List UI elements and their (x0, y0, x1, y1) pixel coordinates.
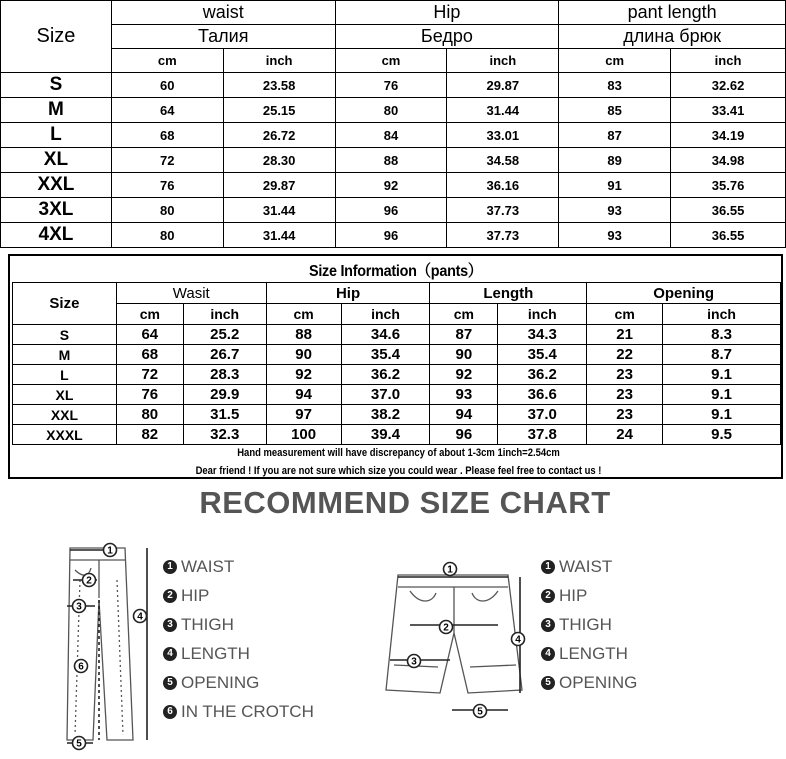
value-cell: 68 (111, 123, 223, 148)
value-cell: 25.15 (223, 98, 335, 123)
marker-number: 1 (107, 545, 113, 557)
value-cell: 33.01 (447, 123, 559, 148)
value-cell: 96 (335, 198, 447, 223)
marker-number: 5 (477, 706, 483, 718)
legend-item (541, 668, 637, 697)
value-cell: 29.87 (223, 173, 335, 198)
value-cell: 36.6 (498, 385, 587, 405)
pants-outline (67, 545, 133, 740)
value-cell: 87 (559, 123, 671, 148)
value-cell: 23 (587, 405, 663, 425)
value-cell: 9.1 (663, 365, 781, 385)
value-cell: 36.2 (498, 365, 587, 385)
legend-item (541, 552, 637, 581)
value-cell: 36.55 (671, 223, 786, 248)
number-badge-icon: 5 (163, 676, 177, 690)
table-row (1, 173, 786, 198)
size-cell: XL (13, 385, 117, 405)
value-cell: 28.30 (223, 148, 335, 173)
value-cell: 85 (559, 98, 671, 123)
value-cell: 88 (335, 148, 447, 173)
unit-header: inch (663, 304, 781, 325)
marker-number: 5 (76, 738, 82, 750)
notes-cell (13, 445, 781, 484)
value-cell: 72 (111, 148, 223, 173)
value-cell: 93 (559, 198, 671, 223)
size-cell: S (13, 325, 117, 345)
legend-item (163, 697, 314, 726)
value-cell: 37.0 (341, 385, 430, 405)
value-cell: 26.72 (223, 123, 335, 148)
table-row (13, 425, 781, 445)
value-cell: 34.3 (498, 325, 587, 345)
legend-label: WAIST (559, 556, 613, 576)
value-cell: 36.2 (341, 365, 430, 385)
size-cell: M (13, 345, 117, 365)
recommend-size-chart-title: RECOMMEND SIZE CHART (199, 485, 611, 520)
hip-header-ru: Бедро (335, 25, 559, 49)
number-badge-icon: 5 (541, 676, 555, 690)
value-cell: 36.16 (447, 173, 559, 198)
shorts-legend (541, 552, 637, 697)
legend-label: OPENING (181, 672, 260, 692)
value-cell: 80 (335, 98, 447, 123)
value-cell: 34.6 (341, 325, 430, 345)
table-row (13, 345, 781, 365)
size-cell: L (13, 365, 117, 385)
value-cell: 92 (335, 173, 447, 198)
size-cell: S (1, 73, 112, 98)
value-cell: 9.1 (663, 405, 781, 425)
value-cell: 36.55 (671, 198, 786, 223)
value-cell: 84 (335, 123, 447, 148)
value-cell: 80 (116, 405, 183, 425)
unit-header: cm (559, 49, 671, 73)
size-cell: XXL (13, 405, 117, 425)
unit-header: inch (183, 304, 266, 325)
value-cell: 31.44 (223, 223, 335, 248)
table-row (13, 365, 781, 385)
value-cell: 80 (111, 198, 223, 223)
value-cell: 37.73 (447, 223, 559, 248)
size-table-russian (0, 0, 786, 248)
number-badge-icon: 3 (163, 618, 177, 632)
number-badge-icon: 1 (163, 560, 177, 574)
number-badge-icon: 4 (163, 647, 177, 661)
value-cell: 76 (116, 385, 183, 405)
measurement-note: Hand measurement will have discrepancy of about 1-3cm 1inch=2.54cm (236, 447, 560, 459)
value-cell: 34.98 (671, 148, 786, 173)
legend-label: THIGH (181, 614, 234, 634)
value-cell: 8.3 (663, 325, 781, 345)
table-row (13, 325, 781, 345)
size-cell: XXXL (13, 425, 117, 445)
value-cell: 23 (587, 385, 663, 405)
value-cell: 83 (559, 73, 671, 98)
value-cell: 82 (116, 425, 183, 445)
value-cell: 32.3 (183, 425, 266, 445)
value-cell: 37.0 (498, 405, 587, 425)
value-cell: 88 (266, 325, 341, 345)
legend-item (541, 581, 637, 610)
marker-number: 3 (76, 601, 82, 613)
pants-legend (163, 552, 314, 726)
value-cell: 26.7 (183, 345, 266, 365)
unit-header: cm (335, 49, 447, 73)
unit-header: cm (111, 49, 223, 73)
number-badge-icon: 2 (163, 589, 177, 603)
value-cell: 90 (266, 345, 341, 365)
value-cell: 87 (430, 325, 498, 345)
value-cell: 60 (111, 73, 223, 98)
size-cell: L (1, 123, 112, 148)
size-information-panel (8, 254, 783, 479)
table-row (1, 73, 786, 98)
unit-header: inch (447, 49, 559, 73)
value-cell: 35.76 (671, 173, 786, 198)
table-row (1, 198, 786, 223)
value-cell: 29.87 (447, 73, 559, 98)
contact-note: Dear friend ! If you are not sure which size you could wear . Please feel free to contact us ! (195, 465, 601, 477)
pant-length-header-ru: длина брюк (559, 25, 786, 49)
value-cell: 8.7 (663, 345, 781, 365)
value-cell: 92 (430, 365, 498, 385)
waist-header: waist (111, 1, 335, 25)
pant-length-header: pant length (559, 1, 786, 25)
value-cell: 89 (559, 148, 671, 173)
value-cell: 23 (587, 365, 663, 385)
size-cell: XL (1, 148, 112, 173)
unit-header: cm (116, 304, 183, 325)
size-header: Size (1, 1, 112, 73)
value-cell: 80 (111, 223, 223, 248)
number-badge-icon: 6 (163, 705, 177, 719)
value-cell: 31.5 (183, 405, 266, 425)
value-cell: 72 (116, 365, 183, 385)
value-cell: 29.9 (183, 385, 266, 405)
marker-number: 4 (137, 611, 143, 623)
value-cell: 35.4 (341, 345, 430, 365)
value-cell: 93 (559, 223, 671, 248)
hip-header: Hip (335, 1, 559, 25)
legend-label: WAIST (181, 556, 235, 576)
value-cell: 90 (430, 345, 498, 365)
unit-header: cm (587, 304, 663, 325)
legend-label: THIGH (559, 614, 612, 634)
value-cell: 68 (116, 345, 183, 365)
legend-label: LENGTH (559, 643, 628, 663)
value-cell: 64 (111, 98, 223, 123)
unit-header: inch (671, 49, 786, 73)
marker-number: 2 (443, 622, 449, 634)
shorts-diagram (380, 555, 540, 725)
value-cell: 93 (430, 385, 498, 405)
size-information-title: Size Information（pants） (308, 263, 482, 280)
legend-label: IN THE CROTCH (181, 701, 314, 721)
value-cell: 100 (266, 425, 341, 445)
value-cell: 39.4 (341, 425, 430, 445)
value-cell: 9.5 (663, 425, 781, 445)
value-cell: 76 (111, 173, 223, 198)
legend-label: HIP (559, 585, 588, 605)
unit-header: inch (498, 304, 587, 325)
value-cell: 33.41 (671, 98, 786, 123)
value-cell: 32.62 (671, 73, 786, 98)
marker-number: 6 (78, 661, 84, 673)
table-row (1, 223, 786, 248)
unit-header: cm (266, 304, 341, 325)
unit-header: inch (223, 49, 335, 73)
size-cell: 4XL (1, 223, 112, 248)
legend-label: OPENING (559, 672, 638, 692)
legend-label: HIP (181, 585, 210, 605)
value-cell: 25.2 (183, 325, 266, 345)
table-row (1, 148, 786, 173)
number-badge-icon: 3 (541, 618, 555, 632)
value-cell: 9.1 (663, 385, 781, 405)
number-badge-icon: 2 (541, 589, 555, 603)
marker-number: 2 (86, 575, 92, 587)
value-cell: 31.44 (447, 98, 559, 123)
table-row (13, 385, 781, 405)
value-cell: 64 (116, 325, 183, 345)
legend-item (541, 639, 637, 668)
table-row (13, 405, 781, 425)
table-row (1, 123, 786, 148)
marker-number: 4 (515, 634, 521, 646)
legend-item (163, 610, 314, 639)
pants-diagram (55, 540, 165, 755)
opening-header: Opening (587, 283, 781, 304)
value-cell: 28.3 (183, 365, 266, 385)
size-cell: 3XL (1, 198, 112, 223)
legend-item (541, 610, 637, 639)
table-row (1, 98, 786, 123)
value-cell: 35.4 (498, 345, 587, 365)
wasit-header: Wasit (116, 283, 266, 304)
marker-number: 1 (447, 564, 453, 576)
length-header: Length (430, 283, 587, 304)
unit-header: cm (430, 304, 498, 325)
value-cell: 24 (587, 425, 663, 445)
number-badge-icon: 4 (541, 647, 555, 661)
size-cell: M (1, 98, 112, 123)
value-cell: 34.19 (671, 123, 786, 148)
legend-item (163, 581, 314, 610)
legend-item (163, 552, 314, 581)
legend-item (163, 668, 314, 697)
value-cell: 34.58 (447, 148, 559, 173)
unit-header: inch (341, 304, 430, 325)
value-cell: 21 (587, 325, 663, 345)
value-cell: 97 (266, 405, 341, 425)
value-cell: 76 (335, 73, 447, 98)
value-cell: 37.8 (498, 425, 587, 445)
value-cell: 96 (335, 223, 447, 248)
value-cell: 92 (266, 365, 341, 385)
value-cell: 31.44 (223, 198, 335, 223)
value-cell: 22 (587, 345, 663, 365)
legend-item (163, 639, 314, 668)
size-cell: XXL (1, 173, 112, 198)
value-cell: 23.58 (223, 73, 335, 98)
value-cell: 37.73 (447, 198, 559, 223)
value-cell: 94 (266, 385, 341, 405)
value-cell: 96 (430, 425, 498, 445)
size-information-table (12, 282, 781, 483)
value-cell: 94 (430, 405, 498, 425)
size-header-2: Size (13, 283, 117, 325)
marker-number: 3 (411, 656, 417, 668)
value-cell: 38.2 (341, 405, 430, 425)
value-cell: 91 (559, 173, 671, 198)
waist-header-ru: Талия (111, 25, 335, 49)
hip-header-2: Hip (266, 283, 430, 304)
legend-label: LENGTH (181, 643, 250, 663)
number-badge-icon: 1 (541, 560, 555, 574)
